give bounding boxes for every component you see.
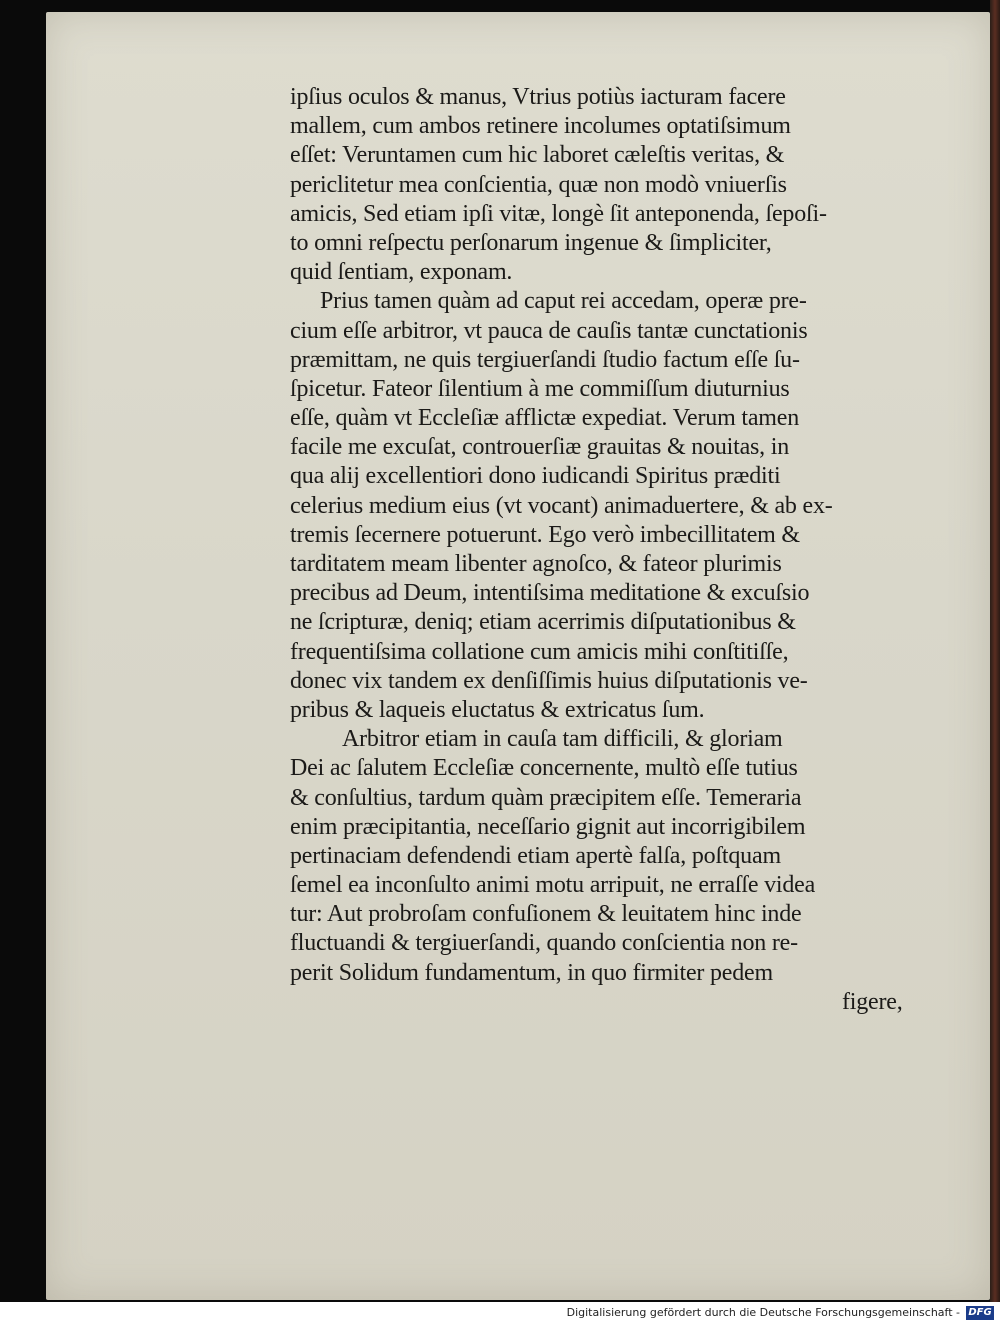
text-line: cium eſſe arbitror, vt pauca de cauſis tantæ cunctationis	[290, 317, 808, 344]
text-line: Dei ac ſalutem Eccleſiæ concernente, multò eſſe tutius	[290, 755, 798, 782]
text-line: ne ſcripturæ, deniq; etiam acerrimis diſputationibus &	[290, 609, 796, 636]
text-line: frequentiſsima collatione cum amicis mihi conſtitiſſe,	[290, 638, 789, 665]
text-line: ſemel ea inconſulto animi motu arripuit, ne erraſſe videa	[290, 872, 816, 899]
text-line: periclitetur mea conſcientia, quæ non modò vniuerſis	[290, 171, 787, 198]
paper-page	[46, 12, 990, 1300]
text-line: perit Solidum fundamentum, in quo firmiter pedem	[290, 959, 773, 986]
text-line: Prius tamen quàm ad caput rei accedam, operæ pre-	[320, 288, 807, 315]
text-line: eſſet: Veruntamen cum hic laboret cæleſtis veritas, &	[290, 142, 785, 169]
footer-bar	[0, 1302, 1000, 1325]
text-line: Arbitror etiam in cauſa tam difficili, & gloriam	[342, 726, 783, 753]
text-line: mallem, cum ambos retinere incolumes optatiſsimum	[290, 113, 791, 140]
catchword: figere,	[842, 988, 903, 1015]
text-line: qua alij excellentiori dono iudicandi Spiritus præditi	[290, 463, 781, 490]
text-line: to omni reſpectu perſonarum ingenue & ſimpliciter,	[290, 229, 772, 256]
text-line: ipſius oculos & manus, Vtrius potiùs iacturam facere	[290, 84, 786, 110]
dfg-logo: DFG	[966, 1306, 994, 1320]
text-line: præmittam, ne quis tergiuerſandi ſtudio factum eſſe ſu-	[290, 346, 800, 373]
text-line: tur: Aut probroſam confuſionem & leuitatem hinc inde	[290, 901, 802, 928]
text-line: pribus & laqueis eluctatus & extricatus ſum.	[290, 696, 705, 723]
text-line: & conſultius, tardum quàm præcipitem eſſe. Temeraria	[290, 784, 802, 811]
text-block	[290, 83, 990, 1017]
text-line: ſpicetur. Fateor ſilentium à me commiſſum diuturnius	[290, 375, 790, 402]
text-line: donec vix tandem ex denſiſſimis huius diſputationis ve-	[290, 667, 808, 694]
text-line: tremis ſecernere potuerunt. Ego verò imbecillitatem &	[290, 521, 800, 548]
text-line: fluctuandi & tergiuerſandi, quando conſcientia non re-	[290, 930, 798, 957]
text-line: pertinaciam defendendi etiam apertè falſa, poſtquam	[290, 842, 781, 869]
text-line: quid ſentiam, exponam.	[290, 259, 513, 286]
text-line: celerius medium eius (vt vocant) animaduertere, & ab ex-	[290, 492, 833, 519]
text-line: amicis, Sed etiam ipſi vitæ, longè ſit anteponenda, ſepoſi-	[290, 200, 827, 227]
text-line: eſſe, quàm vt Eccleſiæ afflictæ expediat. Verum tamen	[290, 405, 800, 432]
book-binding-edge	[990, 0, 1000, 1302]
text-line: precibus ad Deum, intentiſsima meditatione & excuſsio	[290, 580, 810, 607]
text-line: tarditatem meam libenter agnoſco, & fateor plurimis	[290, 551, 782, 577]
text-line: enim præcipitantia, neceſſario gignit aut incorrigibilem	[290, 813, 806, 840]
footer-credit: Digitalisierung gefördert durch die Deutsche Forschungsgemeinschaft -	[566, 1306, 960, 1319]
text-line: facile me excuſat, controuerſiæ grauitas & nouitas, in	[290, 434, 790, 461]
